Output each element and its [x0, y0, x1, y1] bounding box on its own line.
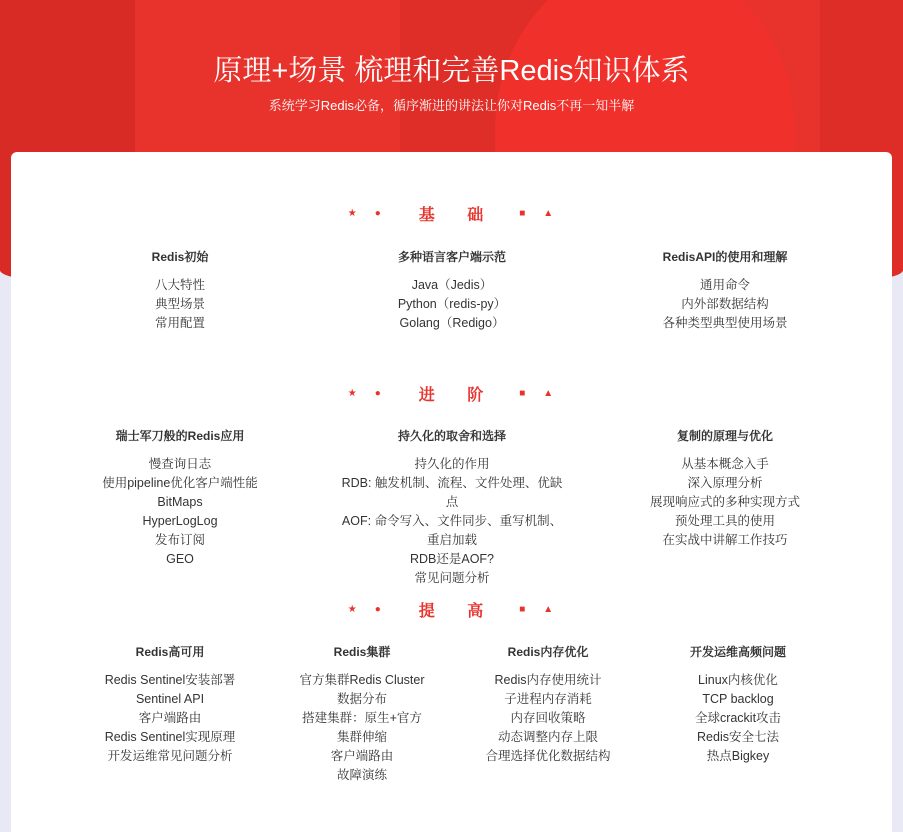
star-icon: ★: [347, 604, 359, 615]
topic-title: 瑞士军刀般的Redis应用: [115, 429, 245, 443]
topic-item: 常见问题分析: [414, 571, 490, 585]
topic-item: Golang（Redigo）: [399, 316, 505, 330]
topic-item: 故障演练: [336, 768, 387, 782]
topic-title: Redis高可用: [135, 645, 205, 659]
topic-item: 展现响应式的多种实现方式: [649, 495, 800, 509]
topic-item: 内存回收策略: [510, 711, 586, 725]
topic-column: [623, 643, 853, 766]
triangle-icon: ▲: [543, 604, 556, 615]
topic-item: 各种类型典型使用场景: [662, 316, 788, 330]
topic-item: Python（redis-py）: [397, 297, 507, 311]
topic-item: 八大特性: [154, 278, 205, 292]
topic-item: Redis安全七法: [697, 730, 779, 744]
topic-item: BitMaps: [157, 495, 203, 509]
topic-item: 发布订阅: [154, 533, 205, 547]
topic-item: 常用配置: [154, 316, 205, 330]
topic-item: Redis内存使用统计: [494, 673, 602, 687]
topic-item: 子进程内存消耗: [504, 692, 592, 706]
topic-item: 全球crackit攻击: [694, 711, 782, 725]
section-heading: [11, 382, 892, 405]
triangle-icon: ▲: [543, 388, 556, 399]
topic-column: [65, 248, 295, 333]
content-card: [11, 152, 892, 832]
topic-item: Java（Jedis）: [411, 278, 493, 292]
topic-item: AOF: 命令写入、文件同步、重写机制、重启加载: [341, 514, 563, 547]
topic-title: 复制的原理与优化: [676, 429, 773, 443]
topic-item: 客户端路由: [138, 711, 202, 725]
topic-title: Redis初始: [151, 250, 209, 264]
topic-item: 从基本概念入手: [681, 457, 769, 471]
section-heading: [11, 598, 892, 621]
triangle-icon: ▲: [543, 208, 556, 219]
topic-item: 在实战中讲解工作技巧: [662, 533, 788, 547]
topic-item: 官方集群Redis Cluster: [299, 673, 425, 687]
topic-item: 典型场景: [154, 297, 205, 311]
topic-item: 开发运维常见问题分析: [107, 749, 233, 763]
topic-title: 开发运维高频问题: [689, 645, 786, 659]
topic-column: [337, 427, 567, 588]
topic-item: 集群伸缩: [336, 730, 387, 744]
square-icon: ■: [519, 208, 528, 219]
topic-column: [610, 248, 840, 333]
topic-item: 使用pipeline优化客户端性能: [102, 476, 258, 490]
topic-item: Sentinel API: [135, 692, 205, 706]
topic-item: 数据分布: [336, 692, 387, 706]
topic-item: 合理选择优化数据结构: [485, 749, 611, 763]
topic-title: 多种语言客户端示范: [397, 250, 506, 264]
topic-item: GEO: [166, 552, 194, 566]
topic-item: RDB还是AOF?: [409, 552, 495, 566]
topic-item: TCP backlog: [702, 692, 774, 706]
square-icon: ■: [519, 604, 528, 615]
topic-item: 内外部数据结构: [681, 297, 769, 311]
page-title: 原理+场景 梳理和完善Redis知识体系: [213, 55, 690, 87]
topic-title: Redis内存优化: [507, 645, 589, 659]
square-icon: ■: [519, 388, 528, 399]
topic-item: 持久化的作用: [414, 457, 490, 471]
topic-column: [337, 248, 567, 333]
circle-icon: ●: [374, 208, 383, 219]
circle-icon: ●: [374, 604, 383, 615]
topic-item: 深入原理分析: [687, 476, 763, 490]
topic-item: Linux内核优化: [698, 673, 778, 687]
section-title: 提 高: [418, 603, 498, 620]
topic-item: 搭建集群：原生+官方: [302, 711, 422, 725]
topic-item: 客户端路由: [330, 749, 394, 763]
topic-item: HyperLogLog: [142, 514, 218, 528]
topic-item: 动态调整内存上限: [497, 730, 598, 744]
section-heading: [11, 202, 892, 225]
topic-item: 预处理工具的使用: [674, 514, 775, 528]
star-icon: ★: [347, 388, 359, 399]
section-title: 基 础: [418, 207, 498, 224]
topic-title: RedisAPI的使用和理解: [662, 250, 788, 264]
topic-item: Redis Sentinel安装部署: [104, 673, 236, 687]
section-title: 进 阶: [418, 387, 498, 404]
topic-item: RDB: 触发机制、流程、文件处理、优缺点: [341, 476, 563, 509]
topic-item: 慢查询日志: [148, 457, 212, 471]
topic-item: 热点Bigkey: [706, 749, 770, 763]
topic-title: 持久化的取舍和选择: [397, 429, 506, 443]
topic-item: Redis Sentinel实现原理: [104, 730, 236, 744]
circle-icon: ●: [374, 388, 383, 399]
topic-title: Redis集群: [333, 645, 391, 659]
topic-item: 通用命令: [699, 278, 750, 292]
topic-column: [65, 427, 295, 569]
topic-column: [610, 427, 840, 550]
star-icon: ★: [347, 208, 359, 219]
page-subtitle: 系统学习Redis必备，循序渐进的讲法让你对Redis不再一知半解: [268, 98, 635, 113]
